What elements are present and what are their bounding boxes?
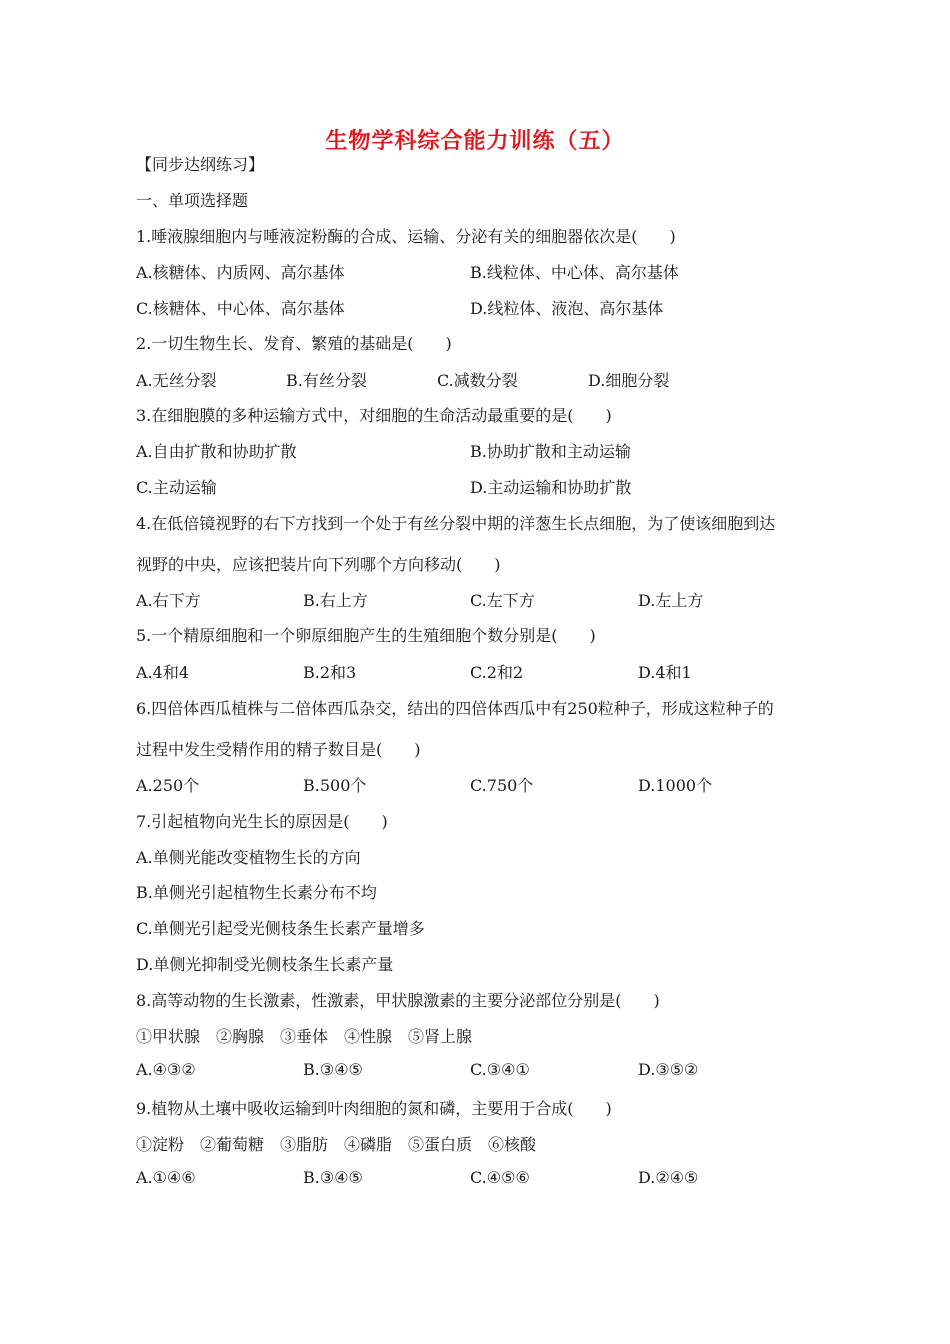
question-9-option-d: D.②④⑤ — [638, 1168, 699, 1187]
question-6-option-a: A.250个 — [136, 776, 200, 795]
question-8-option-a: A.④③② — [136, 1060, 196, 1079]
section-heading: 【同步达纲练习】 — [136, 155, 265, 174]
question-9-option-c: C.④⑤⑥ — [470, 1168, 530, 1187]
question-2-stem: 2.一切生物生长、发育、繁殖的基础是( ) — [136, 334, 452, 353]
question-6-option-d: D.1000个 — [638, 776, 713, 795]
question-7-option-a: A.单侧光能改变植物生长的方向 — [136, 848, 361, 867]
question-7-option-b: B.单侧光引起植物生长素分布不均 — [136, 883, 377, 902]
question-2-option-d: D.细胞分裂 — [588, 371, 670, 390]
question-1-option-c: C.核糖体、中心体、高尔基体 — [136, 299, 345, 318]
question-6-stem-line-2: 过程中发生受精作用的精子数目是( ) — [136, 740, 421, 759]
question-4-option-b: B.右上方 — [303, 591, 368, 610]
question-5-option-d: D.4和1 — [638, 663, 692, 682]
question-3-option-c: C.主动运输 — [136, 478, 217, 497]
question-3-option-d: D.主动运输和协助扩散 — [470, 478, 632, 497]
question-4-option-a: A.右下方 — [136, 591, 201, 610]
question-7-stem: 7.引起植物向光生长的原因是( ) — [136, 812, 388, 831]
question-1-option-d: D.线粒体、液泡、高尔基体 — [470, 299, 664, 318]
question-5-option-c: C.2和2 — [470, 663, 524, 682]
question-1-option-b: B.线粒体、中心体、高尔基体 — [470, 263, 679, 282]
question-3-option-b: B.协助扩散和主动运输 — [470, 442, 631, 461]
question-4-stem-line-1: 4.在低倍镜视野的右下方找到一个处于有丝分裂中期的洋葱生长点细胞，为了使该细胞到达 — [136, 514, 776, 533]
question-9-items: ①淀粉 ②葡萄糖 ③脂肪 ④磷脂 ⑤蛋白质 ⑥核酸 — [136, 1135, 537, 1154]
question-2-option-c: C.减数分裂 — [437, 371, 518, 390]
question-4-stem-line-2: 视野的中央，应该把装片向下列哪个方向移动( ) — [136, 555, 501, 574]
question-6-stem-line-1: 6.四倍体西瓜植株与二倍体西瓜杂交，结出的四倍体西瓜中有250粒种子，形成这粒种子的 — [136, 699, 774, 718]
question-5-option-a: A.4和4 — [136, 663, 190, 682]
question-9-option-a: A.①④⑥ — [136, 1168, 196, 1187]
question-6-option-c: C.750个 — [470, 776, 534, 795]
part-heading: 一、单项选择题 — [136, 191, 249, 210]
question-8-option-d: D.③⑤② — [638, 1060, 699, 1079]
question-5-option-b: B.2和3 — [303, 663, 357, 682]
question-9-option-b: B.③④⑤ — [303, 1168, 363, 1187]
question-7-option-c: C.单侧光引起受光侧枝条生长素产量增多 — [136, 919, 425, 938]
question-7-option-d: D.单侧光抑制受光侧枝条生长素产量 — [136, 955, 394, 974]
question-9-stem: 9.植物从土壤中吸收运输到叶肉细胞的氮和磷，主要用于合成( ) — [136, 1099, 612, 1118]
question-4-option-c: C.左下方 — [470, 591, 535, 610]
question-8-stem: 8.高等动物的生长激素，性激素，甲状腺激素的主要分泌部位分别是( ) — [136, 991, 660, 1010]
question-4-option-d: D.左上方 — [638, 591, 704, 610]
question-2-option-b: B.有丝分裂 — [286, 371, 367, 390]
page-title: 生物学科综合能力训练（五） — [325, 129, 625, 154]
question-1-stem: 1.唾液腺细胞内与唾液淀粉酶的合成、运输、分泌有关的细胞器依次是( ) — [136, 227, 676, 246]
question-8-items: ①甲状腺 ②胸腺 ③垂体 ④性腺 ⑤肾上腺 — [136, 1027, 473, 1046]
question-5-stem: 5.一个精原细胞和一个卵原细胞产生的生殖细胞个数分别是( ) — [136, 626, 596, 645]
question-8-option-c: C.③④① — [470, 1060, 530, 1079]
question-2-option-a: A.无丝分裂 — [136, 371, 217, 390]
question-1-option-a: A.核糖体、内质网、高尔基体 — [136, 263, 345, 282]
question-6-option-b: B.500个 — [303, 776, 367, 795]
question-3-stem: 3.在细胞膜的多种运输方式中，对细胞的生命活动最重要的是( ) — [136, 406, 612, 425]
question-3-option-a: A.自由扩散和协助扩散 — [136, 442, 297, 461]
question-8-option-b: B.③④⑤ — [303, 1060, 363, 1079]
